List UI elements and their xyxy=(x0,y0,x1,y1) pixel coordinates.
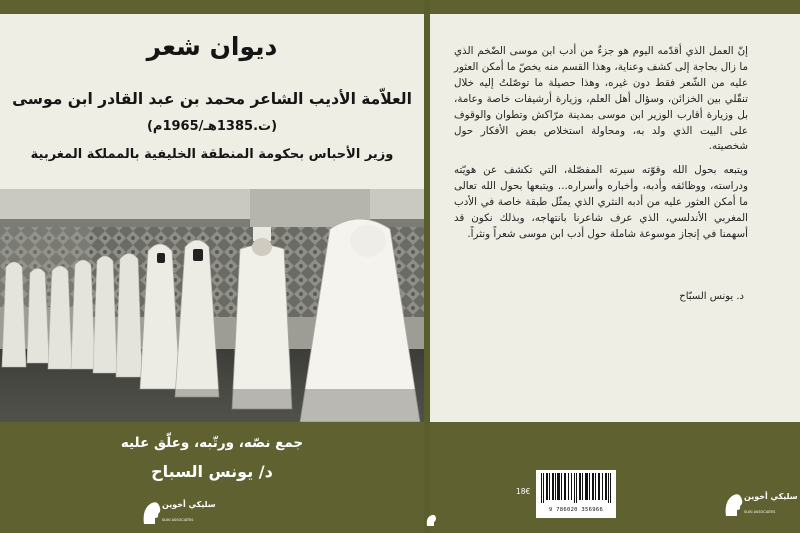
publisher-subtitle-back: SLIKI ASSOCIATES xyxy=(744,510,776,514)
historical-photo xyxy=(0,189,424,422)
back-paragraph-1: إنّ العمل الذي أقدّمه اليوم هو جزءٌ من أدب ابن موسى الضّخم الذي ما زال بحاجة إلى كشف وعناية، وهذا القسم منه يخصّ ما أمكن العثور عليه من الشّعر فقط دون غيره، وهذا حصيلة ما توصّلتُ إليه خلال تنقّلي بين الخزائن، وسؤال أهل العلم، وزيارة أرشيفات خاصة وعامة، بل وزيارة أقارب الوزير ابن موسى بمدينة مرّاكش وتطوان والوقوف على البيت الذي ولد به، ومحاولة استخلاص بعض الأفكار حول شخصيته. xyxy=(454,45,748,153)
book-author: العلاّمة الأديب الشاعر محمد بن عبد القادر ابن موسى xyxy=(12,90,412,108)
front-title-area xyxy=(0,14,424,189)
publisher-logo-front xyxy=(140,498,216,530)
price-euro: 18€ xyxy=(516,487,531,496)
publisher-name-back: سليكي أخوين xyxy=(744,492,798,501)
spine-logo-icon xyxy=(424,512,440,528)
back-cover-text xyxy=(454,44,748,251)
front-footer xyxy=(0,422,424,533)
back-signature: د. يونس السبّاح xyxy=(679,291,744,302)
front-cover xyxy=(0,14,424,522)
back-cover xyxy=(430,14,800,422)
book-title: ديوان شعر xyxy=(146,32,278,61)
barcode xyxy=(536,470,616,518)
barcode-bars xyxy=(540,473,612,503)
book-spine xyxy=(424,0,430,533)
publisher-name: سليكي أخوين xyxy=(162,500,216,509)
barcode-number: 9 786020 356966 xyxy=(548,507,604,513)
publisher-head-icon xyxy=(140,498,162,526)
author-position: وزير الأحباس بحكومة المنطقة الخليفية بالمملكة المغربية xyxy=(30,147,394,162)
back-paragraph-2: ويتبعه بحول الله وقوّته سيرته المفصّلة، التي تكشف عن هويّته ودراسته، ووظائفه وأدبه، وأخباره وأسراره... ويتبعها بحول الله تعالى ما أمكن العثور عليه من أدبه النثري الذي يمثّل طبقة خاصة في الأدب المغربي الأندلسي، الذي عرف شاعرنا بانتهاجه، وبذلك نكون قد أسهمنا في إنجاز موسوعة شاملة حول أدب ابن موسى شعراً ونثراً. xyxy=(454,164,748,240)
publisher-logo-back xyxy=(722,490,798,522)
publisher-head-icon-back xyxy=(722,490,744,518)
photo-illustration xyxy=(0,189,424,422)
author-dates: (ت.1385هـ/1965م) xyxy=(146,119,278,134)
publisher-subtitle: SLIKI ASSOCIATES xyxy=(162,518,194,522)
compiler-name: د/ يونس السباح xyxy=(151,462,273,481)
collected-by-label: جمع نصّه، ورتّبه، وعلّق عليه xyxy=(120,435,304,451)
